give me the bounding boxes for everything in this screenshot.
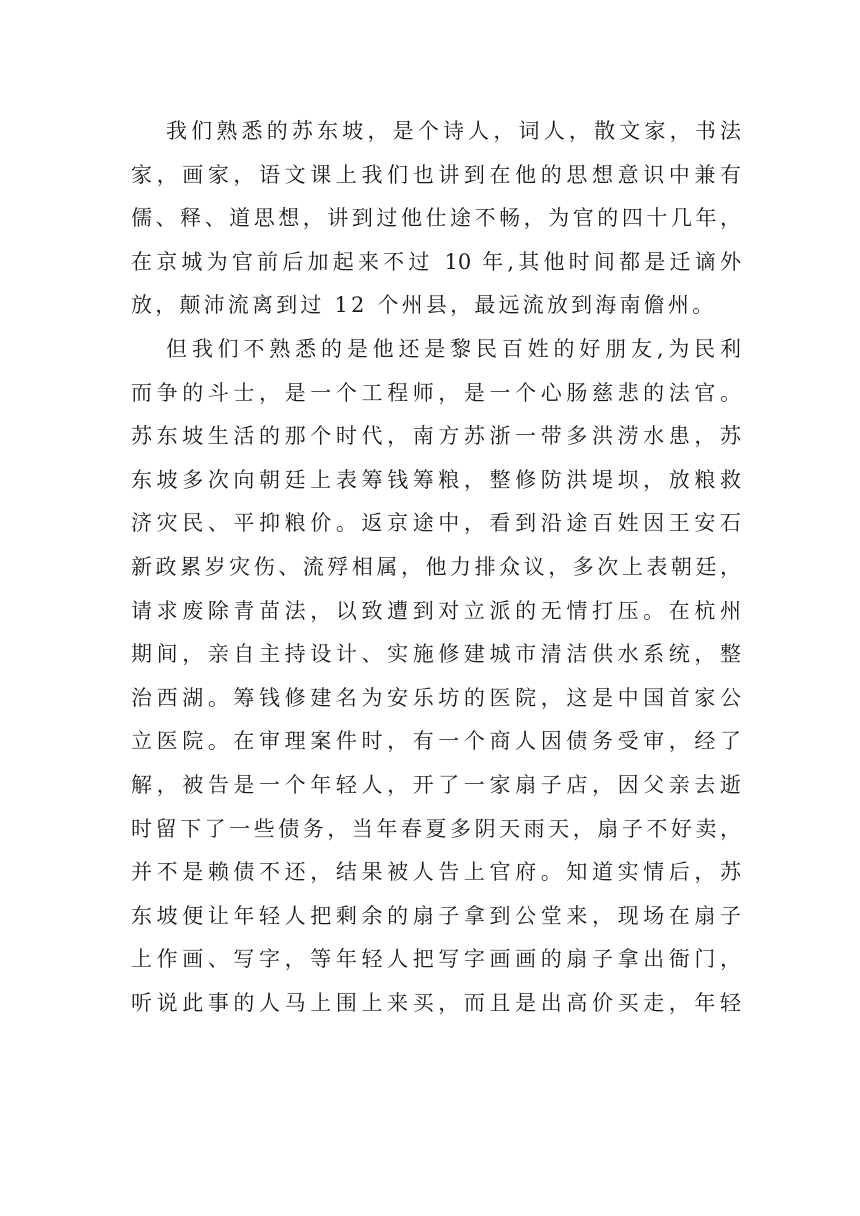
- body-text: [131, 110, 741, 1025]
- paragraph-2-line: 治西湖。筹钱修建名为安乐坊的医院，这是中国首家公: [131, 685, 741, 710]
- paragraph-2-line: 立医院。在审理案件时，有一个商人因债务受审，经了: [131, 729, 741, 754]
- paragraph-1-line: 在京城为官前后加起来不过 10 年,其他时间都是迁谪外: [131, 249, 741, 274]
- paragraph-1-line: 我们熟悉的苏东坡，是个诗人，词人，散文家，书法: [166, 119, 741, 143]
- paragraph-2-line: 听说此事的人马上围上来买，而且是出高价买走，年轻: [131, 990, 741, 1015]
- paragraph-2-line: 解，被告是一个年轻人，开了一家扇子店，因父亲去逝: [131, 772, 741, 797]
- paragraph-2-line: 时留下了一些债务，当年春夏多阴天雨天，扇子不好卖，: [131, 816, 741, 841]
- paragraph-1-line: 儒、释、道思想，讲到过他仕途不畅，为官的四十几年，: [131, 206, 741, 231]
- paragraph-2-line: 东坡多次向朝廷上表筹钱筹粮，整修防洪堤坝，放粮救: [131, 467, 741, 492]
- paragraph-1-line: 家，画家，语文课上我们也讲到在他的思想意识中兼有: [131, 162, 741, 187]
- paragraph-2-line: 但我们不熟悉的是他还是黎民百姓的好朋友,为民利: [166, 336, 741, 361]
- paragraph-2-line: 而争的斗士，是一个工程师，是一个心肠慈悲的法官。: [131, 380, 741, 405]
- paragraph-2-line: 请求废除青苗法，以致遭到对立派的无情打压。在杭州: [131, 598, 741, 623]
- paragraph-2-line: 新政累岁灾伤、流殍相属，他力排众议，多次上表朝廷，: [131, 554, 741, 579]
- paragraph-2-line: 上作画、写字，等年轻人把写字画画的扇子拿出衙门，: [131, 947, 741, 972]
- paragraph-2-line: 期间，亲自主持设计、实施修建城市清洁供水系统，整: [131, 642, 741, 667]
- paragraph-2-line: 苏东坡生活的那个时代，南方苏浙一带多洪涝水患，苏: [131, 424, 741, 449]
- paragraph-2-line: 并不是赖债不还，结果被人告上官府。知道实情后，苏: [131, 860, 741, 885]
- paragraph-2-line: 济灾民、平抑粮价。返京途中，看到沿途百姓因王安石: [131, 511, 741, 536]
- paragraph-1-line: 放，颠沛流离到过 12 个州县，最远流放到海南儋州。: [131, 293, 717, 318]
- paragraph-2-line: 东坡便让年轻人把剩余的扇子拿到公堂来，现场在扇子: [131, 903, 741, 928]
